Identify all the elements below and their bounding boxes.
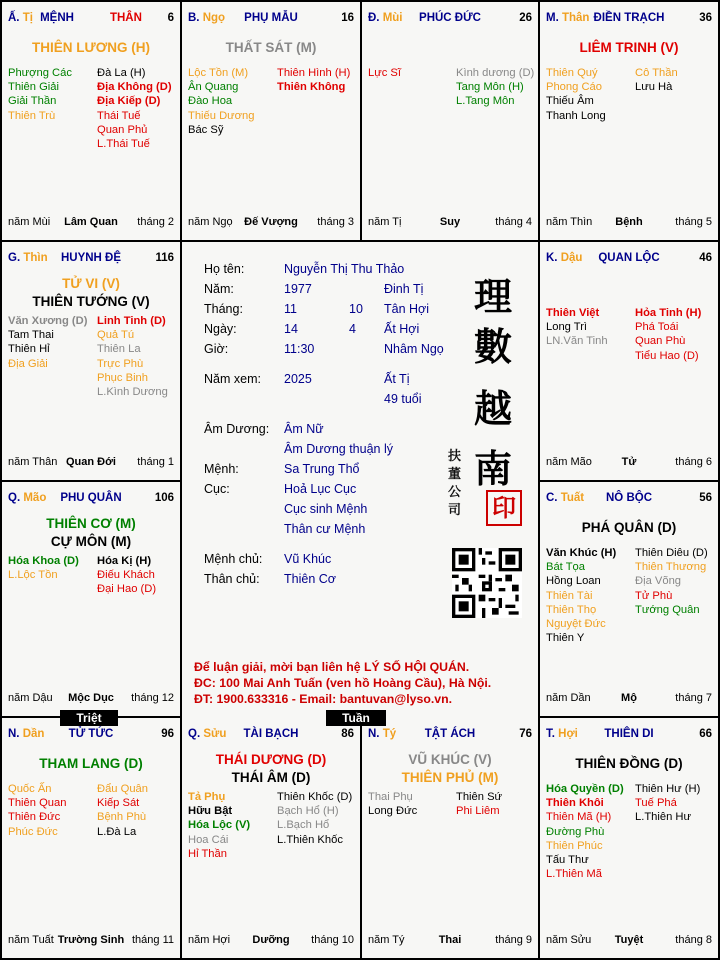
star-left: Đường Phù xyxy=(546,825,605,838)
main-star: THÁI DƯƠNG (D) xyxy=(215,752,327,767)
thang-am: 10 xyxy=(349,302,363,316)
palace-year: năm Ngọ xyxy=(188,216,233,228)
palace-phase: Mộ xyxy=(621,692,637,704)
star-left: Phong Cáo xyxy=(546,81,602,94)
palace-month: tháng 8 xyxy=(675,934,712,946)
menh-label: Mệnh: xyxy=(204,462,239,476)
palace-mao xyxy=(0,480,182,718)
star-right: Thiên Diêu (D) xyxy=(635,547,708,559)
palace-month: tháng 9 xyxy=(495,934,532,946)
palace-year: năm Mùi xyxy=(8,216,51,228)
palace-stem: B. Ngọ xyxy=(188,12,226,24)
palace-month: tháng 11 xyxy=(131,934,174,946)
side-text-3: 公 xyxy=(448,485,462,500)
main-star: PHÁ QUÂN (D) xyxy=(581,520,677,535)
star-left: Thanh Long xyxy=(546,109,606,122)
star-right: L.Bạch Hổ xyxy=(277,819,330,832)
calligraphy-char-4: 南 xyxy=(474,446,513,491)
ngay-value: 14 xyxy=(284,322,298,336)
palace-age: 6 xyxy=(167,12,174,24)
star-left: Địa Giải xyxy=(8,357,48,370)
star-left: L.Lộc Tồn xyxy=(8,569,58,582)
tuoi-value: 49 tuổi xyxy=(384,392,422,406)
star-left: Hồng Loan xyxy=(546,575,601,588)
star-right: Kình dương (D) xyxy=(456,67,535,79)
star-left: Hỉ Thần xyxy=(188,847,227,860)
palace-year: năm Tị xyxy=(368,216,402,228)
star-left: Tam Thai xyxy=(8,329,54,342)
palace-dan xyxy=(0,716,182,960)
palace-stem: M. Thân xyxy=(546,12,590,24)
star-left: Thiên Đức xyxy=(8,811,61,824)
palace-name: TỬ TỨC xyxy=(68,728,114,740)
star-left: Thiên Trù xyxy=(8,109,56,122)
palace-age: 116 xyxy=(155,252,174,264)
qr-code-icon xyxy=(452,548,522,618)
main-star: VŨ KHÚC (V) xyxy=(408,752,492,767)
star-left: Thiên Quan xyxy=(8,797,67,810)
star-left: Thiếu Âm xyxy=(546,95,594,108)
side-text-1: 扶 xyxy=(448,449,462,464)
side-text-2: 董 xyxy=(448,467,462,482)
star-left: Nguyệt Đức xyxy=(546,617,606,630)
star-right: Thiên Thương xyxy=(635,561,707,574)
star-left: Thiên Phúc xyxy=(546,839,603,852)
star-right: Đà La (H) xyxy=(97,67,146,79)
star-left: Thai Phụ xyxy=(368,791,413,803)
ngay-label: Ngày: xyxy=(204,322,237,336)
star-right: Hóa Kị (H) xyxy=(97,555,152,567)
palace-age: 66 xyxy=(699,728,712,740)
nam-xem-value: 2025 xyxy=(284,372,312,386)
star-right: Bạch Hổ (H) xyxy=(277,805,339,818)
palace-year: năm Hợi xyxy=(188,934,231,946)
star-right: Thiên Hư (H) xyxy=(635,783,701,795)
main-star: THIÊN PHỦ (M) xyxy=(401,770,499,785)
star-left: Hữu Bật xyxy=(188,805,233,818)
nam-xem-label: Năm xem: xyxy=(204,372,261,386)
star-right: Quả Tú xyxy=(97,329,135,342)
palace-phase: Đế Vượng xyxy=(244,216,298,228)
calligraphy-char-2: 數 xyxy=(474,324,513,369)
palace-thin xyxy=(0,240,182,482)
palace-year: năm Thân xyxy=(8,456,58,468)
star-left: Hóa Khoa (D) xyxy=(8,555,79,567)
main-star: THIÊN LƯƠNG (H) xyxy=(32,40,150,55)
palace-phase: Dưỡng xyxy=(252,934,290,946)
palace-than xyxy=(538,0,720,242)
star-right: Tang Môn (H) xyxy=(456,81,524,94)
star-right: L.Tang Môn xyxy=(456,95,515,108)
star-right: Quan Phủ xyxy=(97,123,148,136)
star-right: Địa Không (D) xyxy=(97,81,172,94)
palace-name: QUAN LỘC xyxy=(598,252,660,264)
palace-stem: Q. Sửu xyxy=(188,728,227,740)
star-right: Địa Kiếp (D) xyxy=(97,95,161,108)
star-left: Phúc Đức xyxy=(8,825,58,838)
star-right: Phục Binh xyxy=(97,371,148,384)
star-right: L.Thái Tuế xyxy=(97,137,150,150)
star-right: Thiên Sứ xyxy=(456,791,503,803)
palace-age: 56 xyxy=(699,492,712,504)
palace-month: tháng 12 xyxy=(131,692,174,704)
main-star: LIÊM TRINH (V) xyxy=(579,40,679,55)
palace-year: năm Dậu xyxy=(8,692,53,704)
star-left: Thiên Hỉ xyxy=(8,343,50,356)
palace-age: 106 xyxy=(154,492,174,504)
star-left: Lộc Tồn (M) xyxy=(188,67,249,79)
gio-can: Nhâm Ngọ xyxy=(384,342,444,356)
palace-age: 36 xyxy=(699,12,712,24)
main-star: CỰ MÔN (M) xyxy=(50,534,132,549)
cuc-label: Cục: xyxy=(204,482,230,496)
than-chu-value: Thiên Cơ xyxy=(284,572,336,586)
thang-label: Tháng: xyxy=(204,302,243,316)
palace-month: tháng 1 xyxy=(137,456,174,468)
palace-month: tháng 4 xyxy=(495,216,532,228)
thang-can: Tân Hợi xyxy=(384,302,430,316)
cuc-value-2: Cục sinh Mệnh xyxy=(284,502,368,516)
star-left: Thiên Giải xyxy=(8,81,59,94)
contact-line-1: Để luận giải, mời bạn liên hệ LÝ SỐ HỘI QUÁN. xyxy=(194,660,470,674)
palace-stem: N. Tý xyxy=(368,728,397,740)
triet-label: Triệt xyxy=(60,710,118,726)
star-right: L.Thiên Hư xyxy=(635,811,691,824)
star-left: Hóa Lộc (V) xyxy=(188,819,251,832)
star-right: Tuế Phá xyxy=(635,797,677,810)
main-star: THIÊN CƠ (M) xyxy=(46,516,136,531)
star-left: Quốc Ấn xyxy=(8,783,52,795)
star-right: Linh Tinh (D) xyxy=(97,315,166,327)
main-star: THẤT SÁT (M) xyxy=(225,40,317,55)
ngay-am: 4 xyxy=(349,322,356,336)
star-right: Tử Phù xyxy=(635,589,673,602)
calligraphy-char-1: 理 xyxy=(474,274,513,319)
palace-month: tháng 5 xyxy=(675,216,712,228)
star-right: Thiên Hình (H) xyxy=(277,67,351,79)
palace-mui xyxy=(360,0,540,242)
palace-phase: Lâm Quan xyxy=(64,216,118,228)
palace-ty2 xyxy=(360,716,540,960)
palace-year: năm Sửu xyxy=(546,934,592,946)
palace-year: năm Thìn xyxy=(546,216,593,228)
am-duong-label: Âm Dương: xyxy=(204,422,270,436)
thang-value: 11 xyxy=(284,302,297,316)
star-right: Thiên Không xyxy=(277,81,346,94)
star-right: L.Kình Dương xyxy=(97,385,168,398)
main-star: THIÊN ĐỒNG (D) xyxy=(575,756,683,771)
ho-ten-value: Nguyễn Thị Thu Thảo xyxy=(284,262,405,276)
ho-ten-label: Họ tên: xyxy=(204,262,245,276)
menh-chu-label: Mệnh chủ: xyxy=(204,552,263,566)
star-left: Văn Khúc (H) xyxy=(546,547,617,559)
star-right: Đẩu Quân xyxy=(97,783,148,795)
star-left: Đào Hoa xyxy=(188,95,233,108)
am-duong-value: Âm Nữ xyxy=(284,422,324,436)
main-star: THAM LANG (D) xyxy=(39,756,143,771)
nam-label: Năm: xyxy=(204,282,234,296)
red-seal: 印 xyxy=(486,490,522,526)
star-left: Thiên Y xyxy=(546,632,585,645)
palace-phase: Quan Đới xyxy=(66,456,116,468)
star-left: Thiên Mã (H) xyxy=(546,811,612,824)
palace-phase: Suy xyxy=(439,216,461,228)
than-chu-label: Thân chủ: xyxy=(204,572,260,586)
star-left: Lực Sĩ xyxy=(368,67,401,79)
gio-label: Giờ: xyxy=(204,342,229,356)
main-star: TỬ VI (V) xyxy=(62,276,120,291)
star-right: Phá Toái xyxy=(635,321,679,334)
tuan-label: Tuần xyxy=(326,710,386,726)
star-left: Ân Quang xyxy=(188,81,239,94)
palace-suu xyxy=(180,716,362,960)
star-left: L.Thiên Mã xyxy=(546,868,602,881)
nam-can: Đinh Tị xyxy=(384,282,424,296)
palace-phase: Tuyệt xyxy=(614,934,644,946)
star-left: Thiếu Dương xyxy=(188,109,255,122)
star-left: Thiên Thọ xyxy=(546,603,597,616)
star-right: Quan Phù xyxy=(635,335,686,348)
palace-ngo xyxy=(180,0,362,242)
palace-phase: Tử xyxy=(621,456,637,468)
star-left: Phượng Các xyxy=(8,67,72,79)
star-left: Thiên Quý xyxy=(546,67,598,79)
calligraphy-char-3: 越 xyxy=(474,386,513,431)
star-right: Thiên La xyxy=(97,343,141,356)
gio-value: 11:30 xyxy=(284,342,315,356)
star-left: Long Đức xyxy=(368,805,418,818)
center-info xyxy=(182,242,538,718)
palace-year: năm Mão xyxy=(546,456,592,468)
star-left: Hóa Quyền (D) xyxy=(546,783,624,795)
star-right: Cô Thần xyxy=(635,67,678,79)
nam-xem-can: Ất Tị xyxy=(384,372,410,386)
star-right: Lưu Hà xyxy=(635,81,673,94)
palace-stem: N. Dần xyxy=(8,728,45,740)
palace-dau xyxy=(538,240,720,482)
side-text-4: 司 xyxy=(448,503,462,518)
star-right: Địa Võng xyxy=(635,575,682,588)
palace-phase: Mộc Dục xyxy=(68,692,114,704)
star-left: Hoa Cái xyxy=(188,833,229,846)
star-left: Thiên Việt xyxy=(546,307,600,319)
palace-name: TÀI BẠCH xyxy=(243,728,299,740)
palace-month: tháng 3 xyxy=(317,216,354,228)
palace-stem: Ấ. Tị xyxy=(8,12,33,24)
main-star: THÁI ÂM (D) xyxy=(231,770,311,785)
star-right: Phi Liêm xyxy=(456,805,500,818)
star-left: Văn Xương (D) xyxy=(8,315,88,327)
palace-month: tháng 7 xyxy=(675,692,712,704)
star-right: Hỏa Tinh (H) xyxy=(635,307,702,319)
star-right: Điếu Khách xyxy=(97,569,155,582)
star-right: Thái Tuế xyxy=(97,109,141,122)
star-left: Tả Phụ xyxy=(188,791,226,803)
star-right: Bệnh Phù xyxy=(97,811,147,824)
palace-stem: G. Thìn xyxy=(8,252,48,264)
ngay-can: Ất Hợi xyxy=(384,322,420,336)
contact-line-2: ĐC: 100 Mai Anh Tuấn (ven hồ Hoàng Cầu), Hà Nội. xyxy=(194,676,492,690)
star-right: Đại Hao (D) xyxy=(97,583,157,596)
palace-stem: C. Tuất xyxy=(546,492,585,504)
cuc-value: Hoả Lục Cục xyxy=(284,482,357,496)
palace-age: 16 xyxy=(341,12,354,24)
star-left: Bác Sỹ xyxy=(188,123,224,136)
palace-age: 96 xyxy=(161,728,174,740)
palace-age: 26 xyxy=(519,12,532,24)
palace-age: 46 xyxy=(699,252,712,264)
palace-year: năm Tý xyxy=(368,934,405,946)
main-star: THIÊN TƯỚNG (V) xyxy=(32,294,150,309)
palace-name: ĐIỀN TRẠCH xyxy=(593,12,665,24)
palace-phase: Thai xyxy=(438,934,462,946)
star-left: Giải Thần xyxy=(8,95,57,108)
star-left: Long Trì xyxy=(546,321,588,334)
palace-name: PHỤ MẪU xyxy=(244,12,298,24)
palace-month: tháng 10 xyxy=(311,934,354,946)
star-right: Thiên Khốc (D) xyxy=(277,791,353,803)
palace-name: HUYNH ĐỆ xyxy=(60,252,122,264)
palace-ty xyxy=(0,0,182,242)
palace-name: THIÊN DI xyxy=(604,728,654,740)
star-left: Bát Tọa xyxy=(546,561,585,574)
palace-stem: K. Dậu xyxy=(546,252,583,264)
star-left: Thiên Tài xyxy=(546,589,593,602)
palace-phase: Bệnh xyxy=(615,216,643,228)
palace-month: tháng 6 xyxy=(675,456,712,468)
menh-chu-value: Vũ Khúc xyxy=(284,552,332,566)
palace-name: PHU QUÂN xyxy=(60,492,122,504)
palace-name: TẬT ÁCH xyxy=(424,728,476,740)
palace-name: NÔ BỘC xyxy=(606,492,652,504)
palace-name: MỆNH THÂN xyxy=(40,12,142,24)
palace-stem: Đ. Mùi xyxy=(368,12,403,24)
star-right: L.Đà La xyxy=(97,825,137,838)
star-left: Tấu Thư xyxy=(546,853,589,866)
palace-name: PHÚC ĐỨC xyxy=(419,12,481,24)
palace-hoi xyxy=(538,716,720,960)
star-right: Trực Phù xyxy=(97,357,144,370)
palace-month: tháng 2 xyxy=(137,216,174,228)
menh-value: Sa Trung Thổ xyxy=(284,462,360,476)
palace-stem: Q. Mão xyxy=(8,492,47,504)
palace-age: 76 xyxy=(519,728,532,740)
palace-age: 86 xyxy=(341,728,354,740)
palace-tuat xyxy=(538,480,720,718)
palace-year: năm Dần xyxy=(546,692,591,704)
am-duong-value-2: Âm Dương thuận lý xyxy=(284,442,393,456)
palace-phase: Trường Sinh xyxy=(57,934,125,946)
nam-value: 1977 xyxy=(284,282,312,296)
star-right: L.Thiên Khốc xyxy=(277,833,343,846)
star-left: LN.Văn Tinh xyxy=(546,335,608,348)
cuc-value-3: Thân cư Mệnh xyxy=(284,522,366,536)
star-right: Tiểu Hao (D) xyxy=(635,349,699,362)
star-right: Kiếp Sát xyxy=(97,797,140,810)
star-right: Tướng Quân xyxy=(635,603,700,616)
star-left: Thiên Khôi xyxy=(546,797,604,810)
contact-line-3: ĐT: 1900.633316 - Email: bantuvan@lyso.vn. xyxy=(194,692,453,706)
palace-stem: T. Hợi xyxy=(546,728,578,740)
palace-year: năm Tuất xyxy=(8,934,54,946)
